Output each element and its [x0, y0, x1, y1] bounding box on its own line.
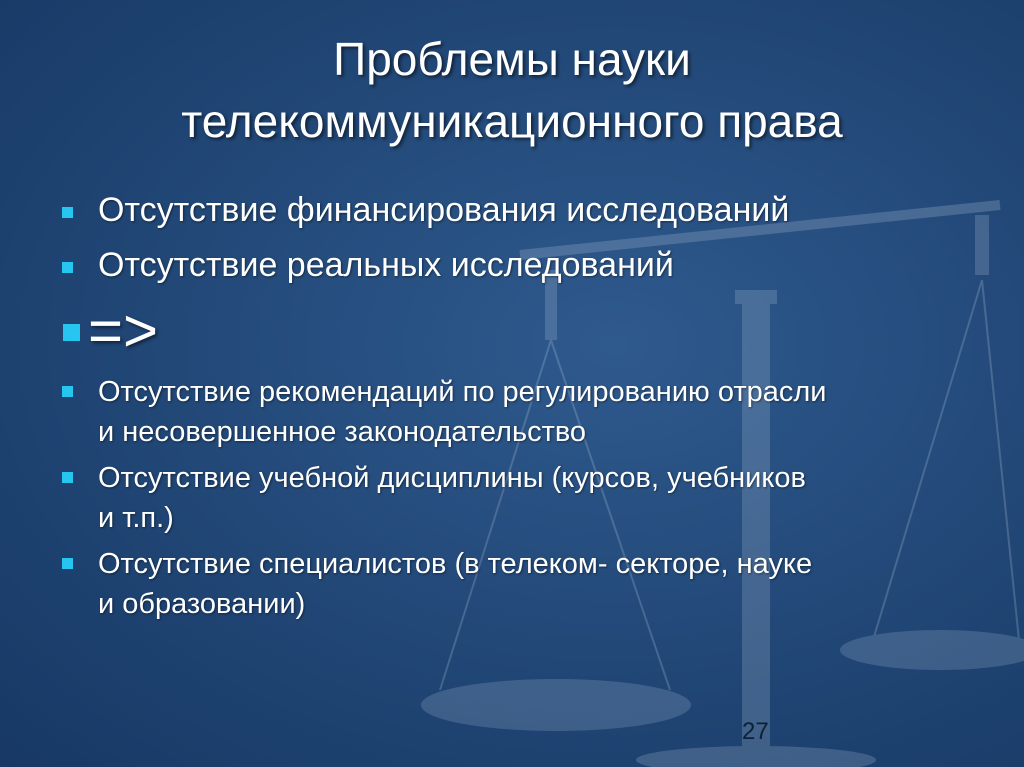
bullet-item — [58, 243, 978, 287]
bullet-item — [58, 458, 978, 538]
bullet-text-line-2: и т.п.) — [98, 502, 174, 534]
bullet-text-line-2: и несовершенное законодательство — [98, 416, 587, 448]
square-bullet-icon — [62, 262, 73, 273]
bullet-list — [58, 188, 978, 630]
square-bullet-icon — [63, 324, 80, 341]
bullet-text: Отсутствие реальных исследований — [98, 246, 674, 284]
slide-title — [40, 28, 984, 152]
bullet-text-line-1: Отсутствие рекомендаций по регулированию отрасли — [98, 376, 827, 408]
bullet-text: Отсутствие финансирования исследований — [98, 191, 790, 229]
arrow-text: => — [88, 297, 159, 364]
bullet-item — [58, 544, 978, 624]
bullet-item — [58, 372, 978, 452]
square-bullet-icon — [62, 207, 73, 218]
square-bullet-icon — [62, 472, 73, 483]
bullet-text-line-2: и образовании) — [98, 588, 306, 620]
square-bullet-icon — [62, 558, 73, 569]
slide-title-line-2: телекоммуникационного права — [181, 95, 843, 147]
slide-title-line-1: Проблемы науки — [333, 33, 691, 85]
square-bullet-icon — [62, 386, 73, 397]
bullet-text-line-1: Отсутствие учебной дисциплины (курсов, учебников — [98, 462, 806, 494]
conclusion-arrow — [58, 298, 978, 364]
bullet-text-line-1: Отсутствие специалистов (в телеком- секторе, науке — [98, 548, 813, 580]
bullet-item — [58, 188, 978, 232]
page-number: 27 — [742, 718, 769, 745]
